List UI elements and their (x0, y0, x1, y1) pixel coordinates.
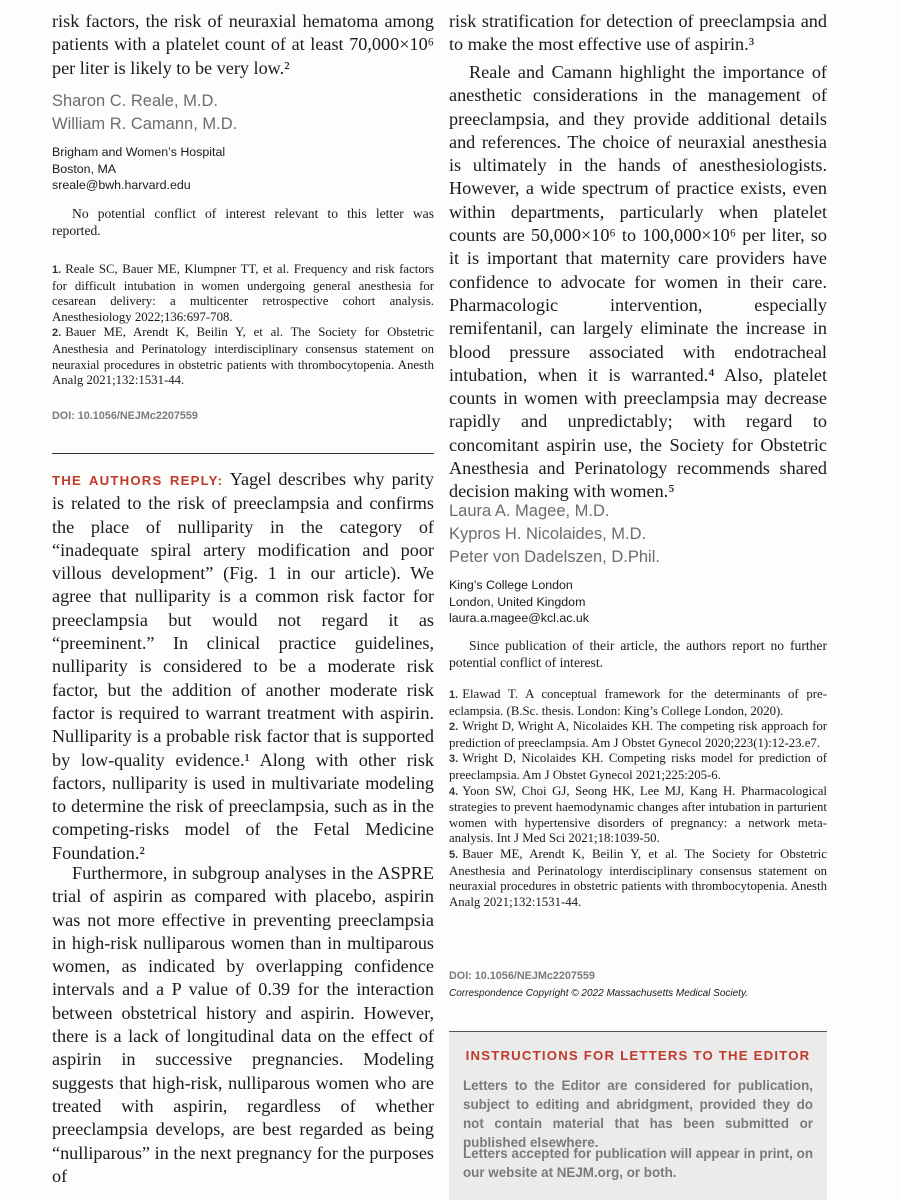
section-divider (52, 453, 434, 454)
affiliation-line: King’s College London (449, 578, 573, 592)
reference-text: Yoon SW, Choi GJ, Seong HK, Lee MJ, Kang H. Pharmacological strategies to prevent haemodynamic changes after intubation in parturient women with hypertensive disorders of pregnancy: a network meta-analysis. Int J Med Sci 2021;18:1039-50. (449, 783, 827, 846)
authors-reply-text: Yagel describes why parity is related to the risk of preeclampsia and confirms the place of nulliparity in the category of “inadequate spiral artery modification and poor villous development” (Fig. 1 in our article). We agree that nulliparity is a common risk factor for preeclampsia but would not regard it as “preeminent.” In clinical practice guidelines, nulliparity is considered to be a moderate risk factor, but the addition of another moderate risk factor is required to warrant treatment with aspirin. Nulliparity is a probable risk factor that is supported by low-quality evidence.¹ Along with other risk factors, nulliparity is used in multivariate modeling to determine the risk of preeclampsia, such as in the competing-risks model of the Fetal Medicine Foundation.² (52, 469, 434, 863)
instructions-paragraph-2: Letters accepted for publication will appear in print, on our website at NEJM.org, or both. (463, 1146, 813, 1180)
author-name: William R. Camann, M.D. (52, 115, 238, 133)
affiliation-line: Boston, MA (52, 161, 117, 176)
reference-number: 1. (449, 689, 459, 701)
reference-number: 2. (52, 327, 62, 340)
copyright-notice: Correspondence Copyright © 2022 Massachusetts Medical Society. (449, 988, 748, 999)
affiliation-line: London, United Kingdom (449, 594, 586, 609)
letter-authors-2 (449, 500, 660, 569)
letter-affiliation-1 (52, 144, 225, 194)
authors-reply-paragraph-1 (52, 468, 434, 865)
reference-number: 3. (449, 753, 459, 766)
doi-link[interactable]: DOI: 10.1056/NEJMc2207559 (449, 970, 595, 982)
reference-text: Wright D, Wright A, Nicolaides KH. The competing risk approach for prediction of preeclampsia. Am J Obstet Gynecol 2020;223(1):12-23.e7. (449, 719, 827, 750)
doi-link[interactable]: DOI: 10.1056/NEJMc2207559 (52, 410, 198, 422)
reference-list-2 (449, 687, 827, 910)
reference-number: 1. (52, 264, 62, 276)
instructions-heading: INSTRUCTIONS FOR LETTERS TO THE EDITOR (465, 1048, 811, 1063)
right-continuation-paragraph: risk stratification for detection of preeclampsia and to make the most effective use of aspirin.³ (449, 11, 827, 55)
conflict-of-interest-note: No potential conflict of interest relevant to this letter was reported. (52, 206, 434, 238)
reference-text: Wright D, Nicolaides KH. Competing risks model for prediction of preeclampsia. Am J Obstet Gynecol 2021;225:205-6. (449, 751, 827, 782)
reference-item (449, 847, 827, 910)
reference-number: 2. (449, 721, 459, 734)
letter-authors-1 (52, 90, 237, 136)
reference-number: 5. (449, 848, 459, 861)
reference-item (449, 687, 827, 719)
instructions-paragraph-1: Letters to the Editor are considered for publication, subject to editing and abridgment, provided they do not contain material that has been submitted or published elsewhere. (463, 1078, 813, 1150)
author-name: Sharon C. Reale, M.D. (52, 92, 218, 110)
reference-item (449, 719, 827, 751)
author-name: Peter von Dadelszen, D.Phil. (449, 548, 660, 566)
reference-item (449, 784, 827, 847)
reference-list-1 (52, 262, 434, 389)
reference-text: Reale SC, Bauer ME, Klumpner TT, et al. Frequency and risk factors for difficult intubation in women undergoing general anesthesia for cesarean delivery: a multicenter retrospective cohort analysis. Anesthesiology 2022;136:697-708. (52, 262, 434, 324)
email-link[interactable]: laura.a.magee@kcl.ac.uk (449, 611, 589, 625)
affiliation-line: Brigham and Women’s Hospital (52, 145, 226, 159)
left-continuation-paragraph: risk factors, the risk of neuraxial hematoma among patients with a platelet count of at least 70,000×10⁶ per liter is likely to be very low.² (52, 11, 434, 78)
reference-item (449, 751, 827, 783)
author-name: Laura A. Magee, M.D. (449, 502, 610, 520)
reference-text: Bauer ME, Arendt K, Beilin Y, et al. The Society for Obstetric Anesthesia and Perinatology interdisciplinary consensus statement on neuraxial procedures in obstetric patients with thrombocytopenia. Anesth Analg 2021;132:1531-44. (449, 846, 827, 909)
reference-number: 4. (449, 785, 459, 798)
reference-item (52, 325, 434, 388)
reference-text: Elawad T. A conceptual framework for the determinants of pre-eclampsia. (B.Sc. thesis. London: King’s College London, 2020). (449, 687, 827, 718)
instructions-box (449, 1032, 827, 1200)
letter-affiliation-2 (449, 577, 589, 627)
authors-reply-heading: THE AUTHORS REPLY: (52, 473, 224, 488)
reply-paragraph-anesthesia: Reale and Camann highlight the importance of anesthetic considerations in the management of preeclampsia, and they provide additional details and references. The choice of neuraxial anesthesia is ultimately in the hands of anesthesiologists. However, a wide spectrum of practice exists, even within departments, particularly when platelet counts are 50,000×10⁶ to 100,000×10⁶ per liter, so it is important that maternity care providers have confidence to advocate for women in their care. Pharmacologic intervention, especially remifentanil, can largely eliminate the increase in blood pressure associated with endotracheal intubation, when it is warranted.⁴ Also, platelet counts in women with preeclampsia may decrease rapidly and unpredictably; with regard to concomitant aspirin use, the Society for Obstetric Anesthesia and Perinatology recommends shared decision making with women.⁵ (449, 62, 827, 502)
conflict-of-interest-note: Since publication of their article, the authors report no further potential conflict of interest. (449, 638, 827, 670)
reference-item (52, 262, 434, 325)
email-link[interactable]: sreale@bwh.harvard.edu (52, 178, 191, 192)
reference-text: Bauer ME, Arendt K, Beilin Y, et al. The Society for Obstetric Anesthesia and Perinatology interdisciplinary consensus statement on neuraxial procedures in obstetric patients with thrombocytopenia. Anesth Analg 2021;132:1531-44. (52, 325, 434, 388)
authors-reply-paragraph-2: Furthermore, in subgroup analyses in the ASPRE trial of aspirin as compared with placebo, aspirin was not more effective in preventing preeclampsia in high-risk nulliparous women than in multiparous women, as indicated by overlapping confidence intervals and a P value of 0.39 for the interaction between obstetrical history and aspirin. However, there is a lack of longitudinal data on the effect of aspirin in successive pregnancies. Modeling suggests that high-risk, nulliparous women who are treated with aspirin, regardless of whether preeclampsia develops, are best regarded as being “nulliparous” in the next pregnancy for the purposes of (52, 863, 434, 1186)
author-name: Kypros H. Nicolaides, M.D. (449, 525, 647, 543)
